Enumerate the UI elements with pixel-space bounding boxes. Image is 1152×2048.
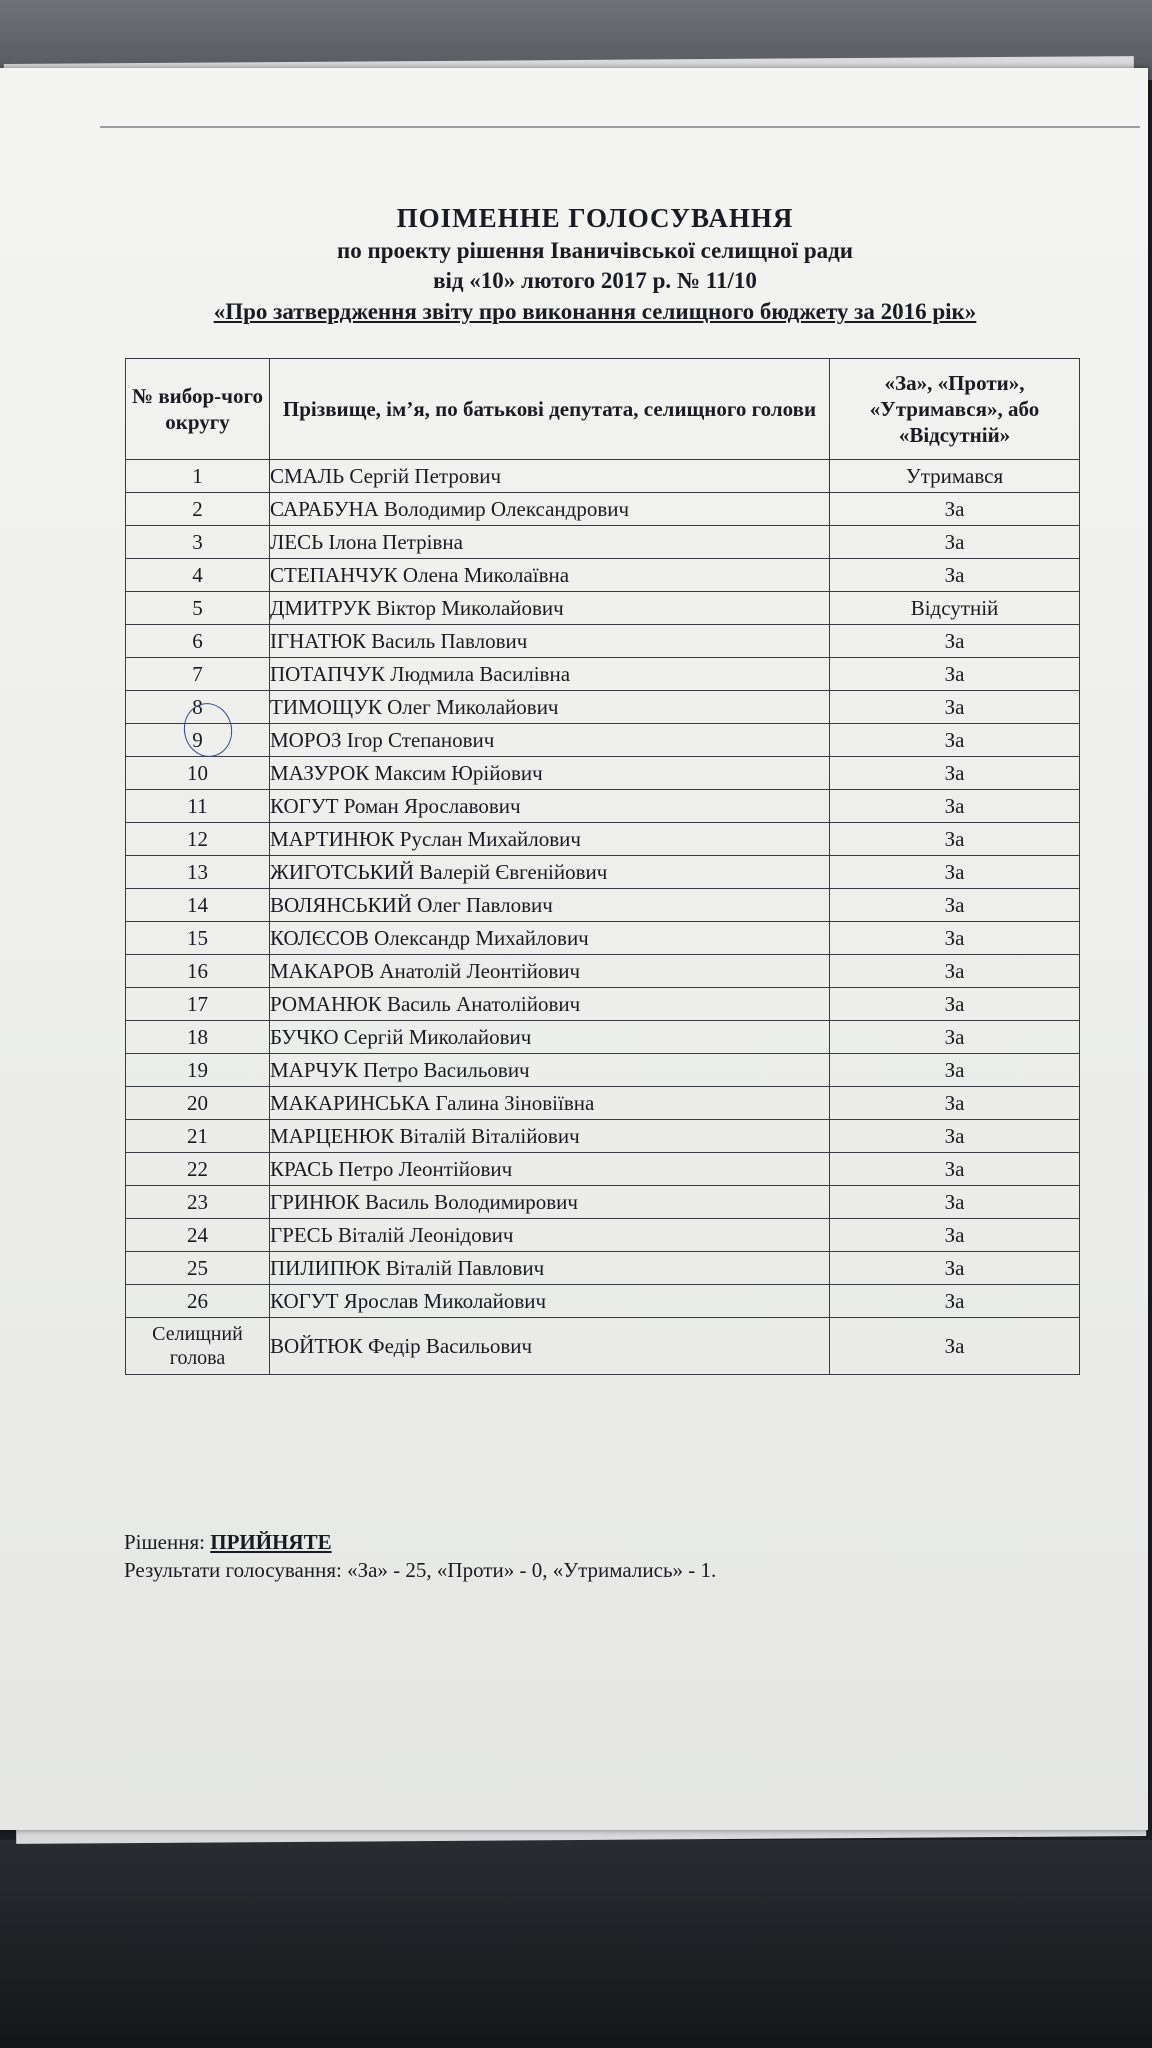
- table-row: [126, 625, 1080, 658]
- vote-cell: За: [830, 790, 1080, 823]
- deputy-name-cell: БУЧКО Сергій Миколайович: [270, 1021, 830, 1054]
- table-row: [126, 1087, 1080, 1120]
- deputy-name-cell: ЛЕСЬ Ілона Петрівна: [270, 526, 830, 559]
- table-header-row: [126, 359, 1080, 460]
- deputy-name-cell: КОГУТ Ярослав Миколайович: [270, 1285, 830, 1318]
- district-number-cell: 13: [126, 856, 270, 889]
- vote-cell: За: [830, 1054, 1080, 1087]
- district-number-cell: 16: [126, 955, 270, 988]
- document-title: ПОІМЕННЕ ГОЛОСУВАННЯ: [396, 203, 794, 233]
- vote-cell: За: [830, 1252, 1080, 1285]
- vote-cell: За: [830, 823, 1080, 856]
- district-number-cell: 24: [126, 1219, 270, 1252]
- table-row: [126, 955, 1080, 988]
- district-number-cell: 11: [126, 790, 270, 823]
- table-body: [126, 460, 1080, 1375]
- table-row: [126, 724, 1080, 757]
- vote-cell: За: [830, 1087, 1080, 1120]
- deputy-name-cell: ГРЕСЬ Віталій Леонідович: [270, 1219, 830, 1252]
- vote-cell: За: [830, 625, 1080, 658]
- deputy-name-cell: ПИЛИПЮК Віталій Павлович: [270, 1252, 830, 1285]
- district-number-cell: 3: [126, 526, 270, 559]
- deputy-name-cell: СТЕПАНЧУК Олена Миколаївна: [270, 559, 830, 592]
- district-number-cell: 4: [126, 559, 270, 592]
- document-subtitle-topic: «Про затвердження звіту про виконання селищного бюджету за 2016 рік»: [213, 299, 977, 324]
- table-row: [126, 559, 1080, 592]
- district-number-cell: 15: [126, 922, 270, 955]
- deputy-name-cell: ДМИТРУК Віктор Миколайович: [270, 592, 830, 625]
- deputy-name-cell: ТИМОЩУК Олег Миколайович: [270, 691, 830, 724]
- vote-cell: За: [830, 1219, 1080, 1252]
- vote-cell: За: [830, 691, 1080, 724]
- voting-result: [124, 1528, 716, 1584]
- district-number-cell: 17: [126, 988, 270, 1021]
- deputy-name-cell: КРАСЬ Петро Леонтійович: [270, 1153, 830, 1186]
- deputy-name-cell: МОРОЗ Ігор Степанович: [270, 724, 830, 757]
- deputy-name-cell: САРАБУНА Володимир Олександрович: [270, 493, 830, 526]
- vote-cell: За: [830, 526, 1080, 559]
- district-number-cell: 10: [126, 757, 270, 790]
- vote-cell: За: [830, 922, 1080, 955]
- vote-cell: За: [830, 757, 1080, 790]
- table-row: [126, 1153, 1080, 1186]
- deputy-name-cell: МАРТИНЮК Руслан Михайлович: [270, 823, 830, 856]
- vote-cell: За: [830, 1186, 1080, 1219]
- vote-cell: За: [830, 1021, 1080, 1054]
- decision-line: [124, 1528, 716, 1556]
- district-number-cell: 7: [126, 658, 270, 691]
- table-row: [126, 592, 1080, 625]
- table-row: [126, 790, 1080, 823]
- deputy-name-cell: ЖИГОТСЬКИЙ Валерій Євгенійович: [270, 856, 830, 889]
- decision-value: ПРИЙНЯТЕ: [210, 1530, 332, 1554]
- table-row: [126, 691, 1080, 724]
- table-row: [126, 922, 1080, 955]
- table-row: [126, 757, 1080, 790]
- deputy-name-cell: ВОЛЯНСЬКИЙ Олег Павлович: [270, 889, 830, 922]
- deputy-name-cell: КОЛЄСОВ Олександр Михайлович: [270, 922, 830, 955]
- vote-cell: За: [830, 724, 1080, 757]
- district-number-cell: 21: [126, 1120, 270, 1153]
- vote-cell: За: [830, 1153, 1080, 1186]
- table-row: [126, 526, 1080, 559]
- table-row: [126, 1054, 1080, 1087]
- district-number-cell: 1: [126, 460, 270, 493]
- district-number-cell: 8: [126, 691, 270, 724]
- deputy-name-cell: МАРЧУК Петро Васильович: [270, 1054, 830, 1087]
- deputy-name-cell: СМАЛЬ Сергій Петрович: [270, 460, 830, 493]
- deputy-name-cell: МАКАРИНСЬКА Галина Зіновіївна: [270, 1087, 830, 1120]
- deputy-name-cell: РОМАНЮК Василь Анатолійович: [270, 988, 830, 1021]
- district-number-cell: 6: [126, 625, 270, 658]
- deputy-name-cell: ВОЙТЮК Федір Васильович: [270, 1318, 830, 1375]
- vote-cell: За: [830, 988, 1080, 1021]
- vote-cell: За: [830, 889, 1080, 922]
- district-number-cell: 14: [126, 889, 270, 922]
- district-number-cell: Селищний голова: [126, 1318, 270, 1375]
- document-subtitle-date: від «10» лютого 2017 р. № 11/10: [433, 268, 757, 293]
- deputy-name-cell: МАЗУРОК Максим Юрійович: [270, 757, 830, 790]
- table-row: [126, 856, 1080, 889]
- vote-cell: За: [830, 1318, 1080, 1375]
- table-row: [126, 1186, 1080, 1219]
- district-number-cell: 2: [126, 493, 270, 526]
- table-row: [126, 889, 1080, 922]
- header-vote: «За», «Проти», «Утримався», або «Відсутній»: [830, 359, 1080, 460]
- table-row: [126, 1285, 1080, 1318]
- table-row: [126, 460, 1080, 493]
- deputy-name-cell: ПОТАПЧУК Людмила Василівна: [270, 658, 830, 691]
- header-district-number: № вибор-чого округу: [126, 359, 270, 460]
- district-number-cell: 9: [126, 724, 270, 757]
- table-row: [126, 658, 1080, 691]
- vote-cell: Утримався: [830, 460, 1080, 493]
- district-number-cell: 12: [126, 823, 270, 856]
- district-number-cell: 26: [126, 1285, 270, 1318]
- table-row: [126, 988, 1080, 1021]
- deputy-name-cell: ГРИНЮК Василь Володимирович: [270, 1186, 830, 1219]
- deputy-name-cell: МАКАРОВ Анатолій Леонтійович: [270, 955, 830, 988]
- vote-cell: Відсутній: [830, 592, 1080, 625]
- desk-background-bottom: [0, 1840, 1152, 2048]
- results-line: Результати голосування: «За» - 25, «Проти» - 0, «Утримались» - 1.: [124, 1558, 717, 1582]
- decision-label: Рішення:: [124, 1530, 211, 1554]
- vote-cell: За: [830, 658, 1080, 691]
- table-row: [126, 1252, 1080, 1285]
- district-number-cell: 25: [126, 1252, 270, 1285]
- district-number-cell: 23: [126, 1186, 270, 1219]
- vote-cell: За: [830, 493, 1080, 526]
- vote-cell: За: [830, 856, 1080, 889]
- table-row: [126, 1120, 1080, 1153]
- deputy-name-cell: КОГУТ Роман Ярославович: [270, 790, 830, 823]
- voting-table: [125, 358, 1080, 1375]
- document-subtitle-project: по проекту рішення Іваничівської селищної ради: [337, 238, 853, 263]
- deputy-name-cell: ІГНАТЮК Василь Павлович: [270, 625, 830, 658]
- vote-cell: За: [830, 1120, 1080, 1153]
- table-row: [126, 493, 1080, 526]
- vote-cell: За: [830, 1285, 1080, 1318]
- header-deputy-name: Прізвище, ім’я, по батькові депутата, селищного голови: [270, 359, 830, 460]
- vote-cell: За: [830, 559, 1080, 592]
- table-row: [126, 823, 1080, 856]
- document-header: [100, 200, 1090, 328]
- district-number-cell: 18: [126, 1021, 270, 1054]
- district-number-cell: 5: [126, 592, 270, 625]
- district-number-cell: 20: [126, 1087, 270, 1120]
- table-row: [126, 1318, 1080, 1375]
- top-rule: [100, 126, 1140, 128]
- table-row: [126, 1219, 1080, 1252]
- district-number-cell: 22: [126, 1153, 270, 1186]
- district-number-cell: 19: [126, 1054, 270, 1087]
- deputy-name-cell: МАРЦЕНЮК Віталій Віталійович: [270, 1120, 830, 1153]
- vote-cell: За: [830, 955, 1080, 988]
- table-row: [126, 1021, 1080, 1054]
